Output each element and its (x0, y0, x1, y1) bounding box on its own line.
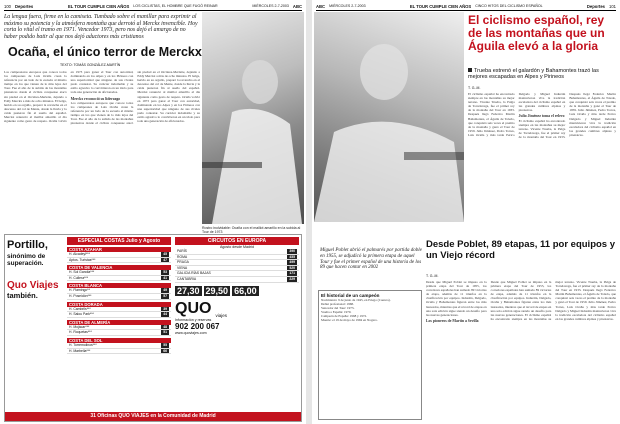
hotel-name: H. Torremolinos*** (69, 342, 97, 347)
historial-title: El historial de un campeón (321, 293, 380, 298)
page-number: 100 (4, 3, 11, 9)
historial-item: Campeón de España: 1968 y 1972. (321, 314, 367, 319)
city-price: 171 (289, 271, 295, 276)
second-body-text-extra: El ciclismo español ha encontrado siempre en las montañas su mejor terreno. Vicente Trueba, la Pulga de Torrelavega, fue el primer rey de la montaña del Tour en 1933. Después llegó Federico Martín Bahamontes, el Águila de Toledo, que conquistó seis veces el premio de la montaña y ganó el Tour de 1959. Julio Jiménez, Pedro Torres, Luis Ocaña y más tarde Perico Delgado y Miguel Induráin mantuvieron viva la tradición escaladora del ciclismo español en las grandes cumbres alpinas y pirenaicas. (490, 280, 616, 321)
subtopic-label: LOS CICLISTAS, EL HOMBRE QUE FUGÓ REINAR (133, 4, 218, 8)
city-price: 499 (289, 260, 295, 265)
hotel-price: 41 (163, 275, 167, 280)
hotel-offer-row[interactable] (67, 258, 171, 264)
hotel-name: H. Poseidón*** (69, 293, 92, 298)
historial-item: Debut profesional: 1968. (321, 302, 354, 307)
hotel-name: H. Alcadeyl*** (69, 252, 90, 256)
hotel-name: H. Cambrils*** (69, 306, 91, 311)
brand-label: ABC (292, 3, 302, 9)
subtopic-label-right: CINCO HITOS DEL CICLISMO ESPAÑOL (475, 4, 543, 8)
hotel-price: 51 (163, 330, 167, 335)
region-title: COSTA DE VALENCIA (67, 265, 171, 270)
portillo-brand: Portillo, (7, 239, 48, 251)
circuit-subtitle: Agosto desde Madrid (220, 245, 254, 249)
costas-title: ESPECIAL COSTAS Julio y Agosto (67, 237, 171, 245)
hotel-offer-row[interactable] (67, 312, 171, 318)
right-body (468, 92, 616, 222)
second-body-text: Desde que Miguel Poblet se impuso en la primera etapa del Tour de 1955, los corredores españoles han sumado 89 victorias de etapa, además de 11 triunfos en la clasificación por equipos. Induráin, Delgado, Ocaña y Bahamontes figuran entre los más laureados, mientras que el récord de etapas en una sola edición sigue siendo un desafío para las nuevas generaciones. (426, 280, 487, 317)
article-body-text-cont: Los campeonatos europeos que conoce todos los campeones de Luis Ocaña crean la referencia por un lado de la escuela al mismo tiempo en los que vienen de lo más lejos del Tour. Fue el año de la subida de las montañas pirenaicas donde el ciclista conquense atacó sin piedad en el Orcières-Merlette, dejando a Eddy Merckx a más de ocho minutos. El belga, herido en su orgullo, preparó la revancha en el descenso del col de Mente, donde la lluvia y la caída pusieron fin al sueño del español. Merckx renunció al maillot amarillo al día siguiente como gesto de respeto. Ocaña volvió en 1973 para ganar el Tour con autoridad, dominando en los Alpes y en los Pirineos con una superioridad que ninguno de sus rivales pudo contestar. Su carácter indomable y su estilo agresivo lo convirtieron en un ídolo para toda una generación de aficionados. (70, 70, 200, 126)
hotel-price: 39 (163, 306, 167, 311)
topic-label-right: EL TOUR CUMPLE CIEN AÑOS (409, 3, 472, 9)
circuits-offers (175, 237, 299, 335)
phone-number[interactable]: 902 200 067 (175, 321, 220, 331)
left-page-header (4, 2, 302, 11)
brand-label-right: ABC (316, 3, 326, 9)
hotel-name: H. Flamingo** (69, 288, 90, 293)
climber-photo (314, 12, 464, 222)
hotel-price: 47 (163, 257, 167, 262)
cyclist-silhouette-icon (202, 12, 304, 224)
featured-price: 29,50 (205, 285, 229, 296)
article-headline: Ocaña, el único terror de Merckx (8, 45, 202, 59)
hotel-price: 44 (163, 312, 167, 317)
second-body (426, 280, 616, 420)
left-page (0, 0, 306, 424)
hotel-name: H. Cullera*** (69, 275, 89, 280)
city-name: CANTABRIA (177, 276, 197, 281)
quo-logo: QUO (175, 299, 212, 317)
hotel-price: 45 (163, 252, 167, 256)
city-offer-row[interactable] (175, 277, 299, 283)
city-name: VIENA (177, 265, 188, 270)
hotel-name: H. Marbella*** (69, 348, 91, 353)
date-label: MIÉRCOLES 2-7-2003 (252, 4, 289, 8)
hotel-price: 55 (163, 342, 167, 347)
date-label-right: MIÉRCOLES 2-7-2003 (329, 4, 366, 8)
article-lead: La lengua fuera, firme en la camiseta. Tumbado sobre el manillar para exprimir al máximo su potencia y la atmósfera montaña que derrotó al Merckx invencible. Hoy corta lo vital el tramo en 1971. Vencedor 1973, pero nos dejó el amargo de no haber podido batir al que nos dejó aductores más cristianos (4, 14, 198, 40)
hotel-price: 66 (163, 348, 167, 353)
hotel-name: H. Mojácar*** (69, 324, 90, 329)
right-byline: T. G.-M. (468, 86, 481, 90)
page-number-right: 101 (609, 3, 616, 9)
section-label: Deportes (15, 3, 34, 9)
featured-price: 66,00 (234, 285, 257, 296)
historial-item: Nacimiento: 9 de junio de 1945, en Priego (Cuenca). (321, 298, 391, 302)
offices-banner: 31 Oficinas QUO VIAJES en la Comunidad de Madrid (5, 412, 301, 421)
second-subhead: Los pioneros de Martín a Sevilla (426, 318, 479, 323)
region-title: COSTA DEL SOL (67, 338, 171, 343)
right-headline: El ciclismo español, rey de las montañas que un Águila elevó a la gloria (468, 13, 605, 53)
region-title: COSTA DORADA (67, 302, 171, 307)
region-title: COSTA DE ALMERÍA (67, 320, 171, 325)
hotel-price: 53 (163, 270, 167, 275)
phone-label: Información y reservas (175, 317, 212, 322)
portillo-promo (7, 239, 63, 300)
photo-caption: Rostro inolvidable: Ocaña con el maillot amarillo en la subida al Tour de 1973 (202, 226, 301, 234)
city-list (175, 249, 299, 283)
bullet-square-icon (468, 68, 472, 72)
portillo-slogan: sinónimo de superación. (7, 253, 46, 268)
historial-item: Muerte: el 19 de mayo de 1994 en Nogaro. (321, 318, 378, 323)
right-page (312, 0, 620, 424)
hotel-name: Aptos. Turistas*** (69, 257, 96, 262)
hotel-offer-row[interactable] (67, 276, 171, 282)
region-title: COSTA AZAHAR (67, 247, 171, 252)
city-price: 520 (289, 265, 295, 270)
circuit-title: CIRCUITOS EN EUROPA (175, 237, 299, 245)
city-price: 455 (289, 254, 295, 259)
right-page-header (316, 2, 616, 11)
region-list (67, 247, 171, 354)
region-title: COSTA BLANCA (67, 283, 171, 288)
city-price: 229 (289, 276, 295, 281)
hotel-name: H. Roquetas*** (69, 330, 92, 335)
right-body-text: El ciclismo español ha encontrado siempre en las montañas su mejor terreno. Vicente Trueba, la Pulga de Torrelavega, fue el primer rey de la montaña del Tour en 1933. Después llegó Federico Martín Bahamontes, el Águila de Toledo, que conquistó seis veces el premio de la montaña y ganó el Tour de 1959. Julio Jiménez, Pedro Torres, Luis Ocaña y más tarde Perico Delgado y Miguel Induráin mantuvieron viva la tradición escaladora del ciclismo español en las grandes cumbres alpinas y pirenaicas. (468, 92, 566, 137)
city-name: PARÍS (177, 249, 187, 253)
city-price: 390 (289, 249, 295, 253)
hotel-price: 49 (163, 288, 167, 293)
hotel-offer-row[interactable] (67, 294, 171, 300)
historial-item: Vencedor del Tour: 1973. (321, 306, 355, 311)
travel-ad (4, 234, 302, 422)
hotel-price: 48 (163, 324, 167, 329)
right-subtitle (468, 68, 616, 81)
quo-brand-text: Quo Viajes (7, 279, 59, 291)
hotel-offer-row[interactable] (67, 330, 171, 336)
section-label-right: Deportes (586, 3, 605, 9)
historial-list (321, 298, 419, 323)
right-subtitle-text: Trueba estrenó el galardón y Bahamontes trazó las mejores escapadas en Alpes y Pirineos (468, 68, 599, 81)
right-subhead: Julio Jiménez toma el relevo (518, 114, 565, 119)
article-body (4, 70, 200, 224)
second-headline: Desde Poblet, 89 etapas, 11 por equipos y un Viejo récord (426, 239, 616, 261)
hotel-offer-row[interactable] (67, 349, 171, 355)
city-name: ROMA (177, 254, 188, 259)
costas-offers (67, 237, 171, 354)
cyclist-photo (202, 12, 304, 224)
historial-item: Vuelta a España: 1970. (321, 310, 352, 315)
article-body-text: Los campeonatos europeos que conoce todos los campeones de Luis Ocaña crean la referencia por un lado de la escuela al mismo tiempo en los que vienen de lo más lejos del Tour. Fue el año de la subida de las montañas pirenaicas donde el ciclista conquense atacó sin piedad en el Orcières-Merlette, dejando a Eddy Merckx a más de ocho minutos. El belga, herido en su orgullo, preparó la revancha en el descenso del col de Mente, donde la lluvia y la caída pusieron fin al sueño del español. Merckx renunció al maillot amarillo al día siguiente como gesto de respeto. Ocaña volvió en 1973 para ganar el Tour con autoridad, dominando en los Alpes y en los Pirineos con una superioridad que ninguno de sus rivales pudo contestar. Su carácter indomable y su estilo agresivo lo convirtieron en un ídolo para toda una generación de aficionados. (4, 70, 134, 124)
quo-logo-sub: viajes (215, 312, 227, 318)
quo-tagline: también. (7, 290, 38, 300)
hotel-name: H. Salou Park*** (69, 312, 94, 317)
featured-price: 27,30 (177, 285, 200, 296)
topic-label: EL TOUR CUMPLE CIEN AÑOS (67, 3, 130, 9)
second-byline: T. G.-M. (426, 274, 439, 278)
second-body-text-cont: Desde que Miguel Poblet se impuso en la primera etapa del Tour de 1955, los corredores españoles han sumado 89 victorias de etapa, además de 11 triunfos en la clasificación por equipos. Induráin, Delgado, Ocaña y Bahamontes figuran entre los más laureados, mientras que el récord de etapas en una sola edición sigue siendo un desafío para las nuevas generaciones. (490, 280, 552, 317)
city-name: PRAGA (177, 260, 189, 265)
climber-silhouette-icon (314, 12, 464, 222)
quo-logo-block (175, 300, 299, 318)
right-body-text-cont: El ciclismo español ha encontrado siempre en las montañas su mejor terreno. Vicente Trueba, la Pulga de Torrelavega, fue el primer rey de la montaña del Tour en 1933. Después llegó Federico Martín Bahamontes, el Águila de Toledo, que conquistó seis veces el premio de la montaña y ganó el Tour de 1959. Julio Jiménez, Pedro Torres, Luis Ocaña y más tarde Perico Delgado y Miguel Induráin mantuvieron viva la tradición escaladora del ciclismo español en las grandes cumbres alpinas y pirenaicas. (518, 92, 616, 139)
hotel-price: 57 (163, 293, 167, 298)
article-subhead: Merckx reconoció su liderazgo (70, 96, 121, 101)
historial-box (318, 290, 422, 420)
website-link[interactable]: www.quoviajes.com (175, 330, 207, 335)
hotel-name: H. Sol Gandía*** (69, 270, 95, 275)
city-name: GALICIA RÍAS BAJAS (177, 271, 211, 276)
article-byline: TEXTO: TOMÁS GONZÁLEZ-MARTÍN (60, 63, 121, 67)
second-lead: Miguel Poblet abrió el palmarés por partida doble en 1955, se adjudicó la primera etapa de aquel Tour y fue el primer español de una historia de los 89 que hacen contar en 2002 (320, 248, 422, 271)
big-price-list (175, 286, 299, 296)
